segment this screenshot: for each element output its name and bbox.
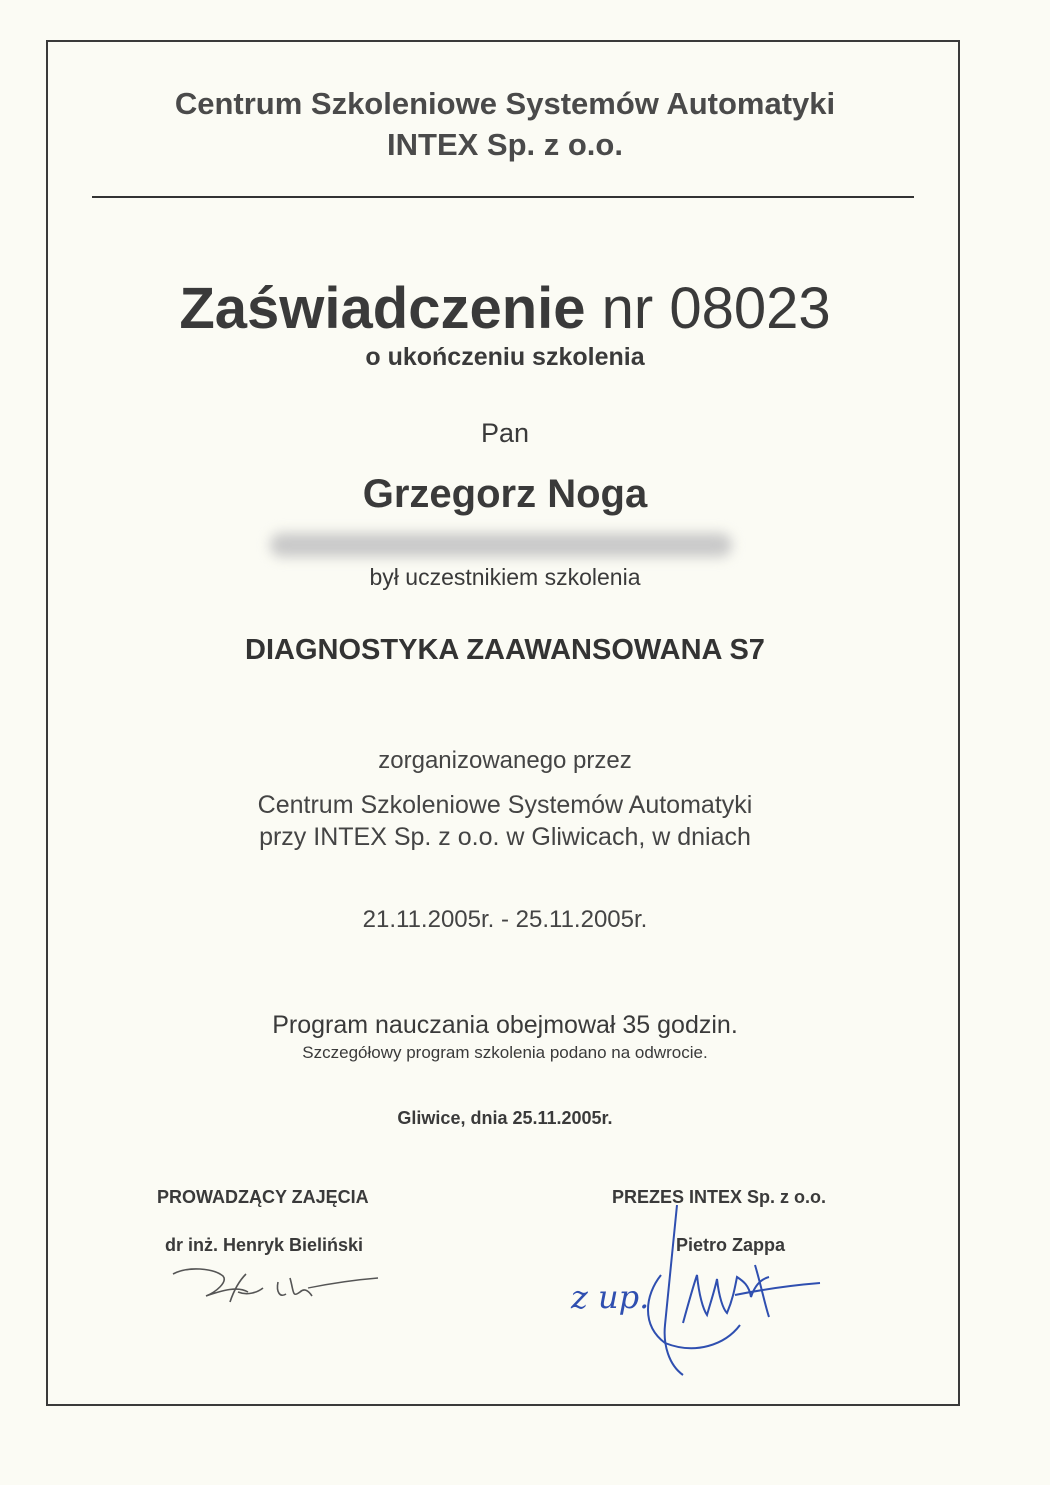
president-role: PREZES INTEX Sp. z o.o.: [612, 1187, 827, 1207]
program-hours: Program nauczania obejmował 35 godzin.: [272, 1011, 738, 1039]
title-word: Zaświadczenie: [179, 276, 586, 341]
signature-handwritten-note: z up.: [571, 1278, 650, 1316]
header-divider: [92, 196, 914, 198]
recipient-name: Grzegorz Noga: [362, 472, 648, 516]
course-name: DIAGNOSTYKA ZAAWANSOWANA S7: [245, 634, 765, 666]
place-and-date: Gliwice, dnia 25.11.2005r.: [397, 1108, 613, 1128]
president-name: Pietro Zappa: [676, 1235, 786, 1255]
organizer-line-1: Centrum Szkoleniowe Systemów Automatyki: [257, 791, 753, 819]
certificate-title: [0, 275, 1010, 342]
organized-by-label: zorganizowanego przez: [378, 747, 632, 774]
organization-legal-name: INTEX Sp. z o.o.: [387, 127, 623, 162]
organizer-line-2: przy INTEX Sp. z o.o. w Gliwicach, w dniach: [259, 823, 751, 851]
program-detail-note: Szczegółowy program szkolenia podano na odwrocie.: [302, 1043, 708, 1062]
instructor-signature: [168, 1262, 383, 1324]
instructor-name: dr inż. Henryk Bieliński: [165, 1235, 364, 1255]
certificate-number: nr 08023: [601, 276, 831, 341]
certificate-subtitle: o ukończeniu szkolenia: [365, 343, 645, 371]
redacted-birth-info: [270, 533, 732, 557]
president-signature: [565, 1205, 825, 1380]
instructor-role: PROWADZĄCY ZAJĘCIA: [157, 1187, 369, 1207]
training-dates: 21.11.2005r. - 25.11.2005r.: [362, 906, 648, 933]
participant-statement: był uczestnikiem szkolenia: [369, 564, 641, 590]
organization-name: Centrum Szkoleniowe Systemów Automatyki: [174, 86, 836, 121]
salutation: Pan: [480, 418, 530, 448]
